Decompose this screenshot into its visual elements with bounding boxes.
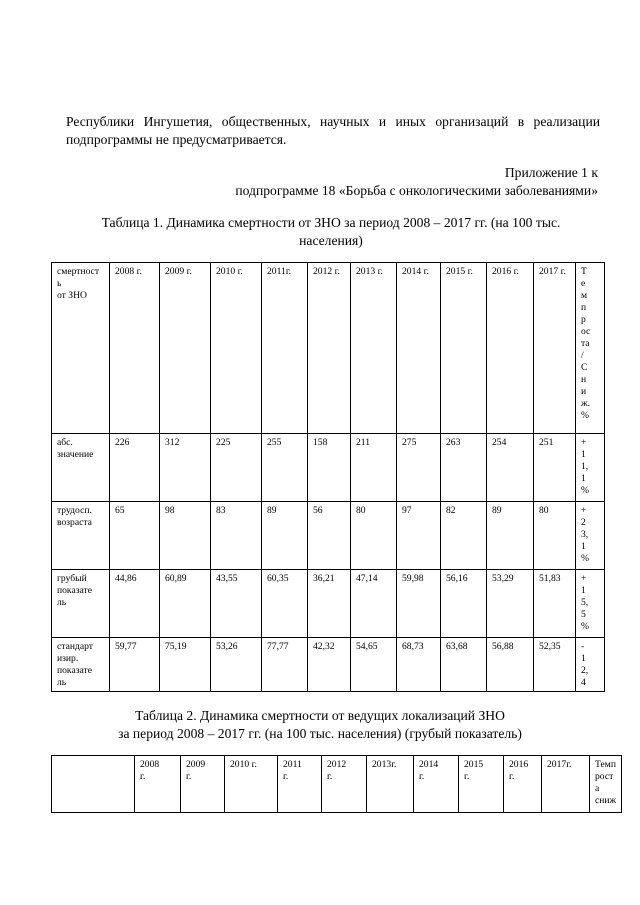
table2-year-header: 2013г. <box>367 756 414 813</box>
table2-year-header: 2015 г. <box>459 756 504 813</box>
table1-value-cell: 158 <box>308 434 351 502</box>
table1-value-cell: 51,83 <box>534 570 576 638</box>
table1-year-header: 2011г. <box>262 263 308 434</box>
table1-tempo-cell: + 1 5, 5 % <box>576 570 605 638</box>
table1-row-label: грубый показате ль <box>52 570 110 638</box>
table1-value-cell: 80 <box>534 502 576 570</box>
table1-tempo-cell: + 1 1, 1 % <box>576 434 605 502</box>
table1-value-cell: 36,21 <box>308 570 351 638</box>
table2-year-header: 2014 г. <box>414 756 459 813</box>
table1-row-label: абс. значение <box>52 434 110 502</box>
table1-year-header: 2009 г. <box>160 263 211 434</box>
table1-value-cell: 59,98 <box>397 570 441 638</box>
appendix-line-2: подпрограмме 18 «Борьба с онкологическими заболеваниями» <box>235 183 598 198</box>
table1-value-cell: 98 <box>160 502 211 570</box>
table1-value-cell: 75,19 <box>160 638 211 692</box>
table1-value-cell: 42,32 <box>308 638 351 692</box>
table1-value-cell: 65 <box>110 502 160 570</box>
table1-year-header: 2013 г. <box>351 263 397 434</box>
table1-row <box>52 502 605 570</box>
table2-caption-line-1: Таблица 2. Динамика смертности от ведущих локализаций ЗНО <box>135 708 505 723</box>
table1-value-cell: 97 <box>397 502 441 570</box>
table2-year-header: 2017г. <box>542 756 590 813</box>
table1-value-cell: 53,29 <box>487 570 534 638</box>
table1-value-cell: 82 <box>441 502 487 570</box>
table2-corner-cell <box>52 756 135 813</box>
table1-caption-line-2: населения) <box>299 233 363 248</box>
table1-value-cell: 53,26 <box>211 638 262 692</box>
intro-paragraph <box>66 113 600 149</box>
table1-header-row <box>52 263 605 434</box>
localization-table <box>51 755 622 813</box>
table1-value-cell: 211 <box>351 434 397 502</box>
table1-value-cell: 226 <box>110 434 160 502</box>
table1-year-header: 2017 г. <box>534 263 576 434</box>
table1-value-cell: 263 <box>441 434 487 502</box>
table1-value-cell: 56,88 <box>487 638 534 692</box>
table1-value-cell: 89 <box>487 502 534 570</box>
table1-value-cell: 60,35 <box>262 570 308 638</box>
table1-value-cell: 52,35 <box>534 638 576 692</box>
table1-row <box>52 434 605 502</box>
table1-value-cell: 83 <box>211 502 262 570</box>
table1-value-cell: 77,77 <box>262 638 308 692</box>
table1-year-header: 2016 г. <box>487 263 534 434</box>
table1-value-cell: 255 <box>262 434 308 502</box>
table1-value-cell: 60,89 <box>160 570 211 638</box>
appendix-heading <box>235 164 598 200</box>
table2-caption-line-2: за период 2008 – 2017 гг. (на 100 тыс. населения) (грубый показатель) <box>118 726 522 741</box>
table1-tempo-cell: - 1 2, 4 <box>576 638 605 692</box>
table2-year-header: 2009 г. <box>181 756 225 813</box>
table2-year-header: 2010 г. <box>225 756 278 813</box>
table1-year-header: 2010 г. <box>211 263 262 434</box>
table1-value-cell: 54,65 <box>351 638 397 692</box>
table2-header-row <box>52 756 622 813</box>
table1-row-label: трудосп. возраста <box>52 502 110 570</box>
table1-tempo-cell: + 2 3, 1 % <box>576 502 605 570</box>
table1-value-cell: 43,55 <box>211 570 262 638</box>
table1-value-cell: 312 <box>160 434 211 502</box>
table1-value-cell: 275 <box>397 434 441 502</box>
table1-value-cell: 68,73 <box>397 638 441 692</box>
table1-caption-line-1: Таблица 1. Динамика смертности от ЗНО за период 2008 – 2017 гг. (на 100 тыс. <box>101 215 561 230</box>
table2-caption <box>0 707 640 743</box>
table1-year-header: 2008 г. <box>110 263 160 434</box>
table1-row-label: стандарт изир. показате ль <box>52 638 110 692</box>
table1-value-cell: 225 <box>211 434 262 502</box>
intro-line-1: Республики Ингушетия, общественных, научных и иных организаций в реализации <box>66 114 600 129</box>
table1-value-cell: 254 <box>487 434 534 502</box>
table1-value-cell: 251 <box>534 434 576 502</box>
table2-year-header: 2008 г. <box>135 756 181 813</box>
table2-year-header: 2016 г. <box>504 756 542 813</box>
table1-value-cell: 63,68 <box>441 638 487 692</box>
table1-row <box>52 638 605 692</box>
table1-caption <box>0 214 640 250</box>
table1-value-cell: 59,77 <box>110 638 160 692</box>
table2-tempo-header: Темп рост а сниж <box>590 756 622 813</box>
table1-year-header: 2014 г. <box>397 263 441 434</box>
mortality-table <box>51 262 605 692</box>
table1-tempo-header: Т е м п р ос та / С н и ж. % <box>576 263 605 434</box>
table1-value-cell: 89 <box>262 502 308 570</box>
table1-value-cell: 56,16 <box>441 570 487 638</box>
table1-value-cell: 44,86 <box>110 570 160 638</box>
table1-value-cell: 56 <box>308 502 351 570</box>
table1-value-cell: 80 <box>351 502 397 570</box>
table2-year-header: 2011 г. <box>278 756 322 813</box>
intro-line-2: подпрограммы не предусматривается. <box>66 132 287 147</box>
table1-corner-cell: смертност ь от ЗНО <box>52 263 110 434</box>
table2-year-header: 2012 г. <box>322 756 367 813</box>
table1-row <box>52 570 605 638</box>
appendix-line-1: Приложение 1 к <box>504 165 598 180</box>
table1-year-header: 2015 г. <box>441 263 487 434</box>
table1-year-header: 2012 г. <box>308 263 351 434</box>
table1-value-cell: 47,14 <box>351 570 397 638</box>
